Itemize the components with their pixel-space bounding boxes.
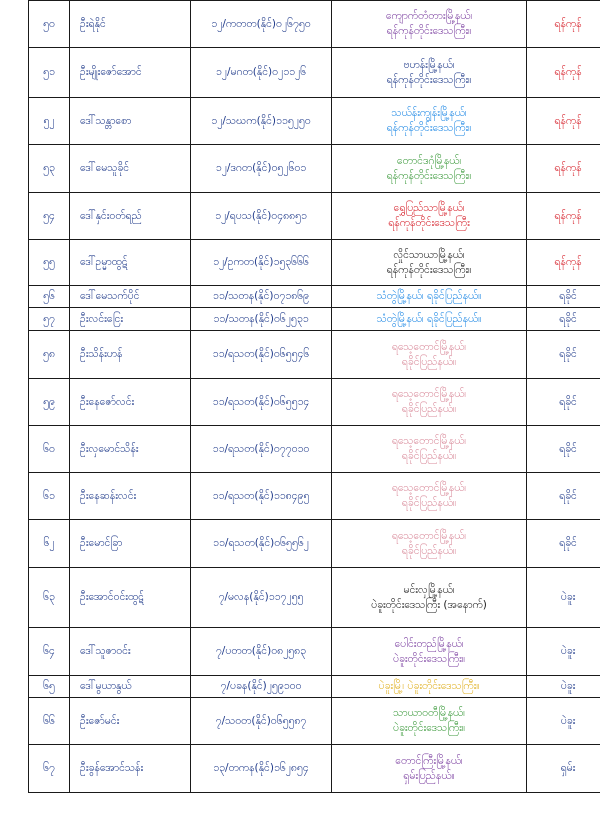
table-row <box>29 308 600 331</box>
nrc-number: ၇/မလန(နိုင်)၁၁၇၂၅၅ <box>191 568 332 628</box>
row-number: ၆၃ <box>29 568 70 628</box>
nrc-number: ၁၂/ဥကတ(နိုင်)၁၅၃၆၆၆ <box>191 240 332 286</box>
member-name: ဦးအောင်ဝင်းထွဋ် <box>70 568 191 628</box>
member-name: ဦးရဲနိုင် <box>70 1 191 48</box>
region-label: ရခိုင် <box>527 379 600 426</box>
address-line: သံတွဲမြို့နယ်၊ ရခိုင်ပြည်နယ်။ <box>376 290 482 302</box>
address-line: သံတွဲမြို့နယ်၊ ရခိုင်ပြည်နယ်။ <box>376 312 482 325</box>
nrc-number: ၁၂/မဂတ(နိုင်)၀၂၁၁၂၆ <box>191 48 332 98</box>
nrc-number: ၁၁/ရသတ(နိုင်)၀၆၅၅၆၂ <box>191 520 332 568</box>
row-number: ၆၄ <box>29 628 70 676</box>
document-page <box>28 0 586 793</box>
member-name: ဦးဇော်မင်း <box>70 698 191 745</box>
address-cell <box>332 240 527 286</box>
address-cell <box>332 520 527 568</box>
address-line: ပဲခူးမြို့၊ ပဲခူးတိုင်းဒေသကြီး။ <box>378 680 480 692</box>
region-label: ပဲခူး <box>527 676 600 698</box>
address-line: တောင်ကြီးမြို့နယ်၊ <box>395 754 463 767</box>
address-line: မင်းလှမြို့နယ်၊ <box>403 583 455 596</box>
address-line: ရန်ကုန်တိုင်းဒေသကြီး။ <box>386 25 472 37</box>
row-number: ၅၅ <box>29 240 70 286</box>
address-cell <box>332 628 527 676</box>
row-number: ၅၃ <box>29 145 70 193</box>
address-cell <box>332 698 527 745</box>
row-number: ၅၀ <box>29 1 70 48</box>
address-line: ပေါင်းတည်မြို့နယ်၊ <box>394 637 464 650</box>
row-number: ၆၁ <box>29 473 70 520</box>
table-row <box>29 1 600 48</box>
nrc-number: ၁၂/ဒဂတ(နိုင်)၀၅၂၆၀၁ <box>191 145 332 193</box>
nrc-number: ၁၁/ရသတ(နိုင်)၀၇၇၀၁၀ <box>191 426 332 473</box>
nrc-number: ၇/သဝတ(နိုင်)၀၆၅၅၈၇ <box>191 698 332 745</box>
address-line: ရခိုင်ပြည်နယ်။ <box>401 544 457 557</box>
table-row <box>29 520 600 568</box>
row-number: ၆၇ <box>29 745 70 793</box>
address-cell <box>332 473 527 520</box>
member-name: ဒေါ်နှင်းဝတ်ရည် <box>70 193 191 240</box>
address-line: ရသေ့တောင်မြို့နယ်၊ <box>391 482 467 494</box>
nrc-number: ၁၂/ရပသ(နိုင်)၀၄၈၈၅၁ <box>191 193 332 240</box>
address-cell <box>332 98 527 145</box>
row-number: ၆၅ <box>29 676 70 698</box>
member-name: ဦးလင်းငြေး <box>70 308 191 331</box>
member-name: ဦးမောင်ခြာ <box>70 520 191 568</box>
region-label: ရန်ကုန် <box>527 48 600 98</box>
member-name: ဒေါ်ဥမ္မာထွဋ် <box>70 240 191 286</box>
address-line: ဗဟန်းမြို့နယ်၊ <box>403 58 455 71</box>
nrc-number: ၁၂/သဃက(နိုင်)၁၁၅၂၅၀ <box>191 98 332 145</box>
table-row <box>29 379 600 426</box>
region-label: ရန်ကုန် <box>527 98 600 145</box>
region-label: ရခိုင် <box>527 426 600 473</box>
row-number: ၅၂ <box>29 98 70 145</box>
region-label: ပဲခူး <box>527 698 600 745</box>
address-line: ရန်ကုန်တိုင်းဒေသကြီး။ <box>386 263 472 276</box>
nrc-number: ၁၃/တကန(နိုင်)၁၆၂၈၅၄ <box>191 745 332 793</box>
row-number: ၅၇ <box>29 308 70 331</box>
address-line: သယ်န်းကျွန်းမြို့နယ်၊ <box>391 107 467 119</box>
address-line: ရန်ကုန်တိုင်းဒေသကြီး။ <box>386 122 472 134</box>
address-cell <box>332 286 527 308</box>
row-number: ၆၆ <box>29 698 70 745</box>
nrc-number: ၇/ပခန(နိုင်)၂၅၉၁၀၀ <box>191 676 332 698</box>
address-cell <box>332 193 527 240</box>
address-line: ရန်ကုန်တိုင်းဒေသကြီး။ <box>386 73 472 86</box>
region-label: ရန်ကုန် <box>527 193 600 240</box>
address-cell <box>332 676 527 698</box>
member-name: ဦးခွန်အောင်သန်း <box>70 745 191 793</box>
address-line: ရသေ့တောင်မြို့နယ်၊ <box>391 529 467 542</box>
row-number: ၆၂ <box>29 520 70 568</box>
address-line: ရန်ကုန်တိုင်းဒေသကြီး။ <box>386 169 472 182</box>
member-table <box>28 0 600 793</box>
member-name: ဒေါ်မွယာနွယ် <box>70 676 191 698</box>
nrc-number: ၁၁/ရသတ(နိုင်)၁၁၈၄၉၅ <box>191 473 332 520</box>
table-row <box>29 698 600 745</box>
member-name: ဒေါ်မေသူခိုင် <box>70 145 191 193</box>
row-number: ၅၆ <box>29 286 70 308</box>
address-line: ရှမ်းပြည်နယ်။ <box>403 769 455 782</box>
table-row <box>29 676 600 698</box>
region-label: ရခိုင် <box>527 331 600 379</box>
nrc-number: ၁၁/ရသတ(နိုင်)၀၆၅၅၄၆ <box>191 331 332 379</box>
address-line: ရသေ့တောင်မြို့နယ်၊ <box>391 388 467 400</box>
region-label: ရန်ကုန် <box>527 145 600 193</box>
address-cell <box>332 145 527 193</box>
address-line: ရခိုင်ပြည်နယ်။ <box>401 403 457 415</box>
address-line: ပဲခူးတိုင်းဒေသကြီး။ <box>392 722 466 734</box>
region-label: ပဲခူး <box>527 568 600 628</box>
address-line: တောင်ဒဂုံမြို့နယ်၊ <box>396 154 462 167</box>
region-label: ပဲခူး <box>527 628 600 676</box>
table-row <box>29 286 600 308</box>
table-row <box>29 193 600 240</box>
address-line: ရန်ကုန်တိုင်းဒေသကြီး <box>388 217 470 229</box>
nrc-number: ၁၁/သတန(နိုင်)၀၆၂၅၃၁ <box>191 308 332 331</box>
table-row <box>29 98 600 145</box>
address-line: ကျောက်တံတားမြို့နယ်၊ <box>385 10 473 22</box>
table-row <box>29 628 600 676</box>
address-cell <box>332 745 527 793</box>
address-cell <box>332 331 527 379</box>
address-line: ရသေ့တောင်မြို့နယ်၊ <box>391 435 467 447</box>
address-line: ပဲခူးတိုင်းဒေသကြီး။ <box>392 652 466 665</box>
address-cell <box>332 1 527 48</box>
table-row <box>29 745 600 793</box>
region-label: ရခိုင် <box>527 286 600 308</box>
address-line: ရခိုင်ပြည်နယ်။ <box>401 450 457 462</box>
address-line: ရခိုင်ပြည်နယ်။ <box>401 355 457 368</box>
region-label: ရခိုင် <box>527 520 600 568</box>
table-row <box>29 48 600 98</box>
nrc-number: ၁၂/ကတတ(နိုင်)၀၂၆၇၅၀ <box>191 1 332 48</box>
nrc-number: ၁၁/သတန(နိုင်)၀၇၁၈၆၉ <box>191 286 332 308</box>
region-label: ရှမ်း <box>527 745 600 793</box>
member-name: ဒေါ်သူဇာဝင်း <box>70 628 191 676</box>
member-name: ဒေါ်သန္တာစော <box>70 98 191 145</box>
address-line: ပဲခူးတိုင်းဒေသကြီး (အနောက်) <box>371 598 487 611</box>
region-label: ရခိုင် <box>527 308 600 331</box>
address-line: သာယာဝတီမြို့နယ်၊ <box>393 707 465 719</box>
row-number: ၅၉ <box>29 379 70 426</box>
row-number: ၅၈ <box>29 331 70 379</box>
address-cell <box>332 379 527 426</box>
table-row <box>29 145 600 193</box>
row-number: ၅၁ <box>29 48 70 98</box>
member-name: ဦးနေဆန်းလင်း <box>70 473 191 520</box>
member-name: ဦးလှမောင်သိန်း <box>70 426 191 473</box>
table-row <box>29 240 600 286</box>
row-number: ၆၀ <box>29 426 70 473</box>
region-label: ရန်ကုန် <box>527 240 600 286</box>
address-cell <box>332 48 527 98</box>
table-row <box>29 331 600 379</box>
nrc-number: ၇/ပတတ(နိုင်)၀၈၂၅၈၃ <box>191 628 332 676</box>
address-cell <box>332 568 527 628</box>
row-number: ၅၄ <box>29 193 70 240</box>
member-name: ဒေါ်မေသက်ပိုင် <box>70 286 191 308</box>
table-row <box>29 568 600 628</box>
member-name: ဦးမျိုးဇော်အောင် <box>70 48 191 98</box>
address-line: ရွှေပြည်သာမြို့နယ်၊ <box>393 202 465 214</box>
address-line: လှိုင်သာယာမြို့နယ်၊ <box>393 248 465 261</box>
table-row <box>29 473 600 520</box>
address-line: ရသေ့တောင်မြို့နယ်၊ <box>391 340 467 353</box>
member-name: ဦးသိန်းဟန် <box>70 331 191 379</box>
address-cell <box>332 308 527 331</box>
region-label: ရခိုင် <box>527 473 600 520</box>
member-name: ဦးနေဇော်လင်း <box>70 379 191 426</box>
address-cell <box>332 426 527 473</box>
table-row <box>29 426 600 473</box>
region-label: ရန်ကုန် <box>527 1 600 48</box>
nrc-number: ၁၁/ရသတ(နိုင်)၀၆၅၅၁၄ <box>191 379 332 426</box>
address-line: ရခိုင်ပြည်နယ်။ <box>401 497 457 509</box>
member-table-body <box>29 1 600 793</box>
